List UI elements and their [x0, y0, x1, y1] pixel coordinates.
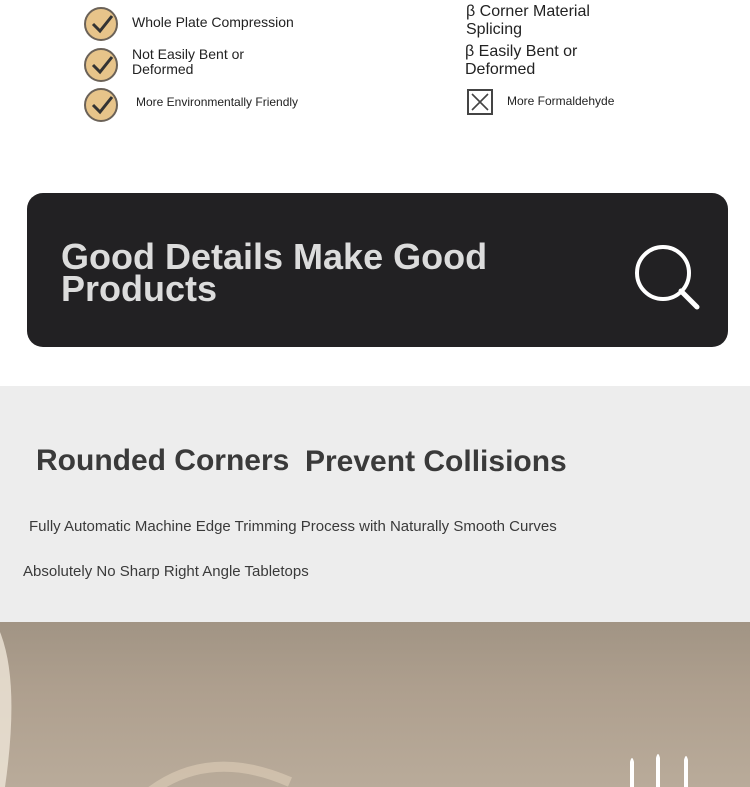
feature-eco-friendly: More Environmentally Friendly	[136, 95, 299, 109]
feature-corner-splicing: β Corner Material Splicing	[466, 3, 590, 38]
details-section	[0, 386, 750, 622]
details-banner	[27, 193, 728, 347]
x-icon	[467, 89, 493, 115]
detail-line-2: Absolutely No Sharp Right Angle Tabletops	[23, 563, 309, 580]
heading-prevent-collisions: Prevent Collisions	[305, 445, 567, 478]
detail-line-1: Fully Automatic Machine Edge Trimming Process with Naturally Smooth Curves	[29, 518, 557, 535]
check-icon	[84, 7, 118, 41]
banner-title: Good Details Make Good Products	[61, 236, 488, 309]
feature-formaldehyde: More Formaldehyde	[507, 94, 615, 108]
heading-rounded-corners: Rounded Corners	[36, 444, 290, 477]
check-icon	[84, 88, 118, 122]
feature-whole-plate: Whole Plate Compression	[132, 14, 294, 30]
search-icon	[633, 243, 703, 318]
feature-easily-bent: β Easily Bent or Deformed	[465, 43, 578, 78]
check-icon	[84, 48, 118, 82]
product-photo	[0, 622, 750, 787]
feature-not-bent: Not Easily Bent or Deformed	[132, 46, 245, 77]
